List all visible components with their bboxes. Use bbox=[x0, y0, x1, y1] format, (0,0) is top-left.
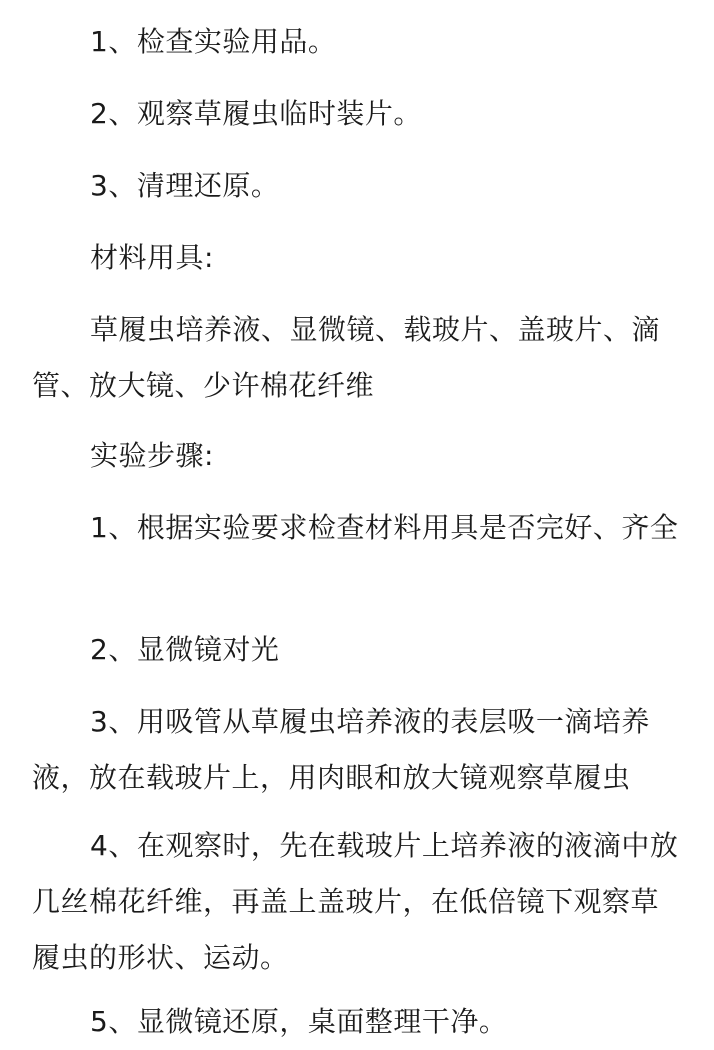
step-clean-up: 3、清理还原。 bbox=[90, 169, 280, 202]
procedure-step-2: 2、显微镜对光 bbox=[90, 633, 280, 666]
step-check-supplies: 1、检查实验用品。 bbox=[90, 25, 337, 58]
materials-heading: 材料用具: bbox=[90, 241, 214, 274]
step-observe-slide: 2、观察草履虫临时装片。 bbox=[90, 97, 422, 130]
procedure-step-5: 5、显微镜还原，桌面整理干净。 bbox=[90, 1005, 508, 1038]
procedure-step-4: 4、在观察时，先在载玻片上培养液的液滴中放几丝棉花纤维，再盖上盖玻片，在低倍镜下观察草履虫的形状、运动。 bbox=[32, 829, 679, 974]
procedure-step-3: 3、用吸管从草履虫培养液的表层吸一滴培养液，放在载玻片上，用肉眼和放大镜观察草履虫 bbox=[32, 705, 650, 794]
procedure-heading: 实验步骤: bbox=[90, 439, 214, 472]
materials-list: 草履虫培养液、显微镜、载玻片、盖玻片、滴管、放大镜、少许棉花纤维 bbox=[32, 313, 661, 402]
procedure-step-1: 1、根据实验要求检查材料用具是否完好、齐全 bbox=[90, 511, 679, 544]
